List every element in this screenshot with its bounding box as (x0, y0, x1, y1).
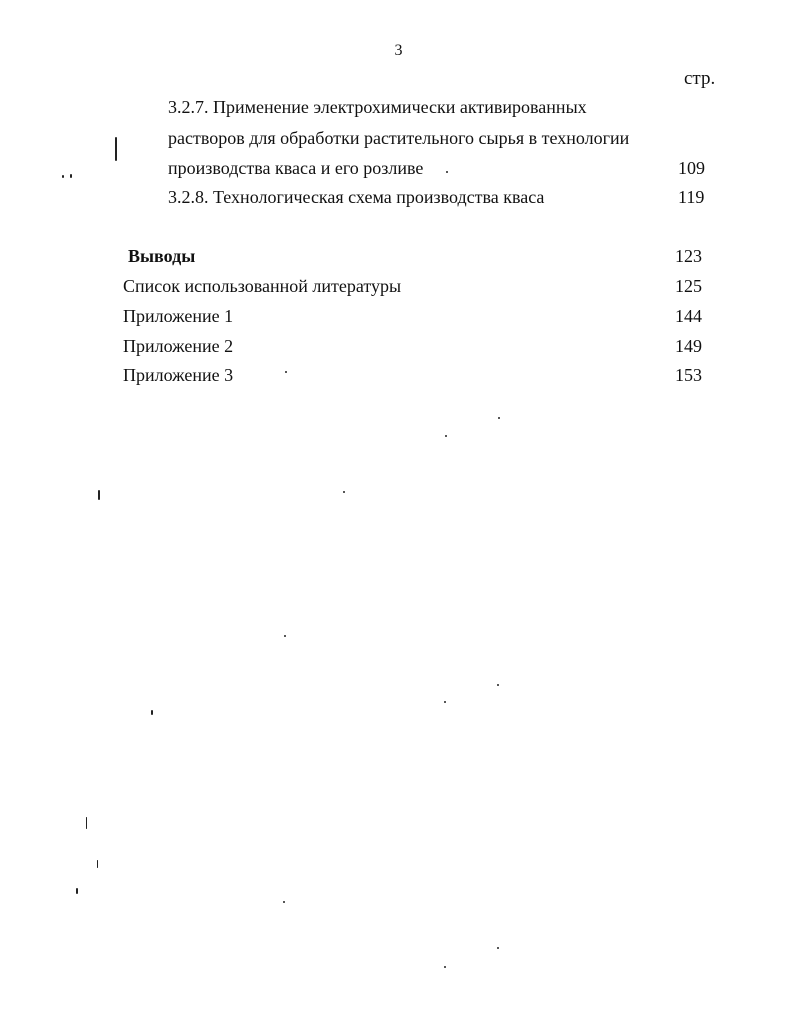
scan-artifact (62, 175, 64, 178)
scan-artifact (446, 171, 448, 173)
scan-artifact (284, 635, 286, 637)
scan-artifact (445, 435, 447, 437)
toc-entry-title: Приложение 3 (123, 365, 234, 385)
scan-artifact (444, 701, 446, 703)
scan-artifact (497, 684, 499, 686)
scan-artifact (98, 490, 100, 500)
toc-entry-page: 123 (675, 246, 702, 266)
toc-entry-title: Приложение 2 (123, 336, 234, 356)
scan-artifact (497, 947, 499, 949)
scan-artifact (444, 966, 446, 968)
scan-artifact (97, 860, 98, 868)
toc-entry-title: Приложение 1 (123, 306, 234, 326)
toc-entry-title: Выводы (128, 246, 196, 266)
toc-entry-page: 125 (675, 276, 702, 296)
scan-artifact (283, 901, 285, 903)
scan-artifact (115, 137, 117, 161)
toc-entry-page: 119 (678, 187, 705, 207)
toc-entry-text-line: 3.2.7. Применение электрохимически активированных (168, 97, 587, 117)
toc-entry-page: 144 (675, 306, 702, 326)
toc-entry-title: Список использованной литературы (123, 276, 402, 296)
scan-artifact (343, 491, 345, 493)
scan-artifact (151, 710, 153, 715)
toc-entry-text-line: растворов для обработки растительного сырья в технологии (168, 128, 630, 148)
page-number: 3 (394, 42, 403, 59)
toc-entry-text-line: 3.2.8. Технологическая схема производства кваса (168, 187, 545, 207)
toc-entry-page: 153 (675, 365, 702, 385)
toc-entry-text-line: производства кваса и его розливе (168, 158, 424, 178)
scan-artifact (76, 888, 78, 894)
toc-entry-page: 109 (678, 158, 705, 178)
scan-artifact (86, 817, 87, 829)
scan-artifact (70, 174, 72, 178)
toc-entry-page: 149 (675, 336, 702, 356)
scan-artifact (285, 371, 287, 373)
pages-column-label: стр. (684, 68, 716, 89)
scan-artifact (498, 417, 500, 419)
